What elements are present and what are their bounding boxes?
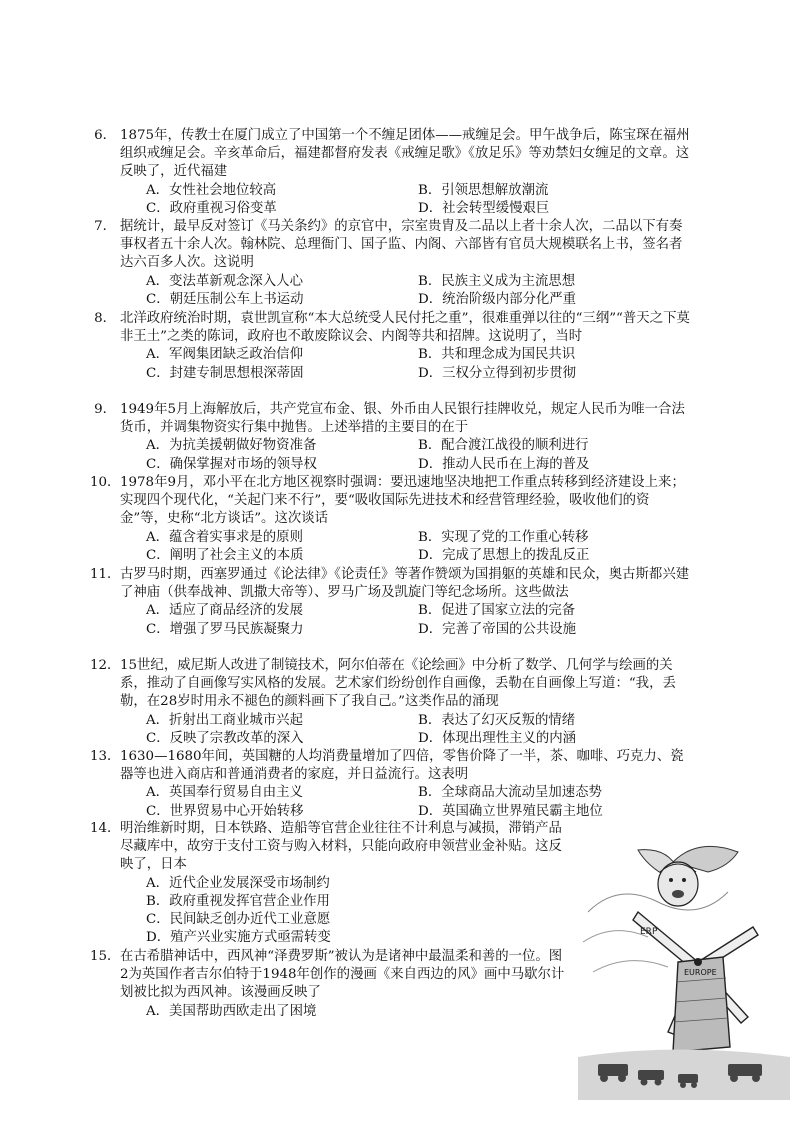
question-6 (94, 127, 690, 218)
option-b[interactable]: B．全球商品大流动呈加速态势 (418, 785, 602, 801)
option-d[interactable]: D．完善了帝国的公共设施 (418, 621, 577, 637)
option-a[interactable]: A．女性社会地位较高 (146, 182, 277, 198)
question-stem: 据统计，最早反对签订《马关条约》的京官中，宗室贵胄及二品以上者十余人次，二品以下有奏事权者五十余人次。翰林院、总理衙门、国子监、内阁、六部皆有官员大规模联名上书，签名者达六百多人次。这说明 (120, 219, 683, 271)
option-d[interactable]: D．完成了思想上的拨乱反正 (418, 547, 590, 563)
options (146, 346, 690, 382)
question-number: 13． (90, 749, 121, 764)
question-stem: 1978年9月，邓小平在北方地区视察时强调：要迅速地坚决地把工作重点转移到经济建设上来；实现四个现代化，“关起门来不行”，要“吸收国际先进技术和经营管理经验，吸收他们的资金”等，史称“北方谈话”。这次谈话 (120, 475, 685, 527)
option-d[interactable]: D．推动人民币在上海的普及 (418, 456, 590, 472)
question-10 (90, 474, 690, 565)
question-number: 11． (90, 567, 121, 582)
question-7 (94, 218, 690, 309)
sail-label: ERP (640, 927, 658, 937)
option-a[interactable]: A．军阀集团缺乏政治信仰 (146, 347, 303, 363)
question-12 (90, 657, 690, 748)
options (146, 1003, 565, 1021)
question-15 (90, 948, 565, 1021)
windmill-cartoon (578, 842, 790, 1100)
question-number: 15． (90, 949, 121, 964)
question-stem: 明治维新时期，日本铁路、造船等官营企业往往不计利息与减损，滞销产品尽藏库中，故穷于支付工资与购入材料，只能向政府申领营业金补贴。这反映了，日本 (120, 821, 562, 873)
option-b[interactable]: B．引领思想解放潮流 (418, 182, 549, 198)
option-c[interactable]: C．封建专制思想根深蒂固 (146, 365, 304, 381)
question-stem: 在古希腊神话中，西风神“泽费罗斯”被认为是诸神中最温柔和善的一位。图2为英国作者吉尔伯特于1948年创作的漫画《来自西边的风》画中马歇尔计划被比拟为西风神。该漫画反映了 (120, 949, 565, 1001)
option-c[interactable]: C．阐明了社会主义的本质 (146, 547, 304, 563)
option-b[interactable]: B．实现了党的工作重心转移 (418, 529, 589, 545)
question-stem: 北洋政府统治时期，袁世凯宣称“本大总统受人民付托之重”，很难重弹以往的“三纲”“普天之下莫非王土”之类的陈词，政府也不敢废除议会、内阁等共和招牌。这说明了，当时 (120, 311, 690, 345)
options (146, 273, 690, 309)
options (146, 784, 690, 820)
question-stem: 古罗马时期，西塞罗通过《论法律》《论责任》等著作赞颂为国捐躯的英雄和民众，奥古斯都兴建了神庙（供奉战神、凯撒大帝等）、罗马广场及凯旋门等纪念场所。这些做法 (120, 567, 690, 601)
question-number: 10． (90, 475, 121, 490)
option-c[interactable]: C．民间缺乏创办近代工业意愿 (146, 912, 331, 928)
option-a[interactable]: A．英国奉行贸易自由主义 (146, 785, 303, 801)
option-a[interactable]: A．折射出工商业城市兴起 (146, 712, 303, 728)
option-d[interactable]: D．体现出理性主义的内涵 (418, 730, 577, 746)
option-c[interactable]: C．确保掌握对市场的领导权 (146, 456, 317, 472)
question-number: 9． (94, 402, 116, 417)
option-b[interactable]: B．表达了幻灭反叛的情绪 (418, 712, 576, 728)
option-a[interactable]: A．为抗美援朝做好物资准备 (146, 438, 317, 454)
question-number: 7． (94, 219, 116, 234)
option-c[interactable]: C．世界贸易中心开始转移 (146, 803, 304, 819)
option-a[interactable]: A．近代企业发展深受市场制约 (146, 875, 330, 891)
question-11 (90, 566, 690, 639)
options (146, 529, 690, 565)
option-c[interactable]: C．朝廷压制公车上书运动 (146, 291, 304, 307)
question-stem: 15世纪，威尼斯人改进了制镜技术，阿尔伯蒂在《论绘画》中分析了数学、几何学与绘画的关系，推动了自画像写实风格的发展。艺术家们纷纷创作自画像，丢勒在自画像上写道：“我，丢勒，在28岁时用永不褪色的颜料画下了我自己。”这类作品的涌现 (120, 658, 676, 710)
option-d[interactable]: D．社会转型缓慢艰巨 (418, 200, 550, 216)
question-8 (94, 310, 690, 383)
question-stem: 1949年5月上海解放后，共产党宣布金、银、外币由人民银行挂牌收兑，规定人民币为唯一合法货币，并调集物资实行集中抛售。上述举措的主要目的在于 (120, 402, 685, 436)
option-a[interactable]: A．美国帮助西欧走出了困境 (146, 1003, 317, 1019)
options (146, 437, 690, 473)
question-9 (94, 401, 690, 474)
question-stem: 1630—1680年间，英国糖的人均消费量增加了四倍，零售价降了一半，茶、咖啡、巧克力、瓷器等也进入商店和普通消费者的家庭，并日益流行。这表明 (120, 749, 684, 783)
option-b[interactable]: B．促进了国家立法的完备 (418, 603, 576, 619)
options (146, 182, 690, 218)
question-number: 14． (90, 821, 121, 836)
option-d[interactable]: D．英国确立世界殖民霸主地位 (418, 803, 603, 819)
option-b[interactable]: B．政府重视发挥官营企业作用 (146, 893, 330, 909)
options (146, 602, 690, 638)
option-d[interactable]: D．统治阶级内部分化严重 (418, 291, 577, 307)
option-a[interactable]: A．变法革新观念深入人心 (146, 273, 303, 289)
options (146, 712, 690, 748)
windmill-cartoon-drawing (578, 842, 790, 1100)
option-c[interactable]: C．增强了罗马民族凝聚力 (146, 621, 304, 637)
option-b[interactable]: B．配合渡江战役的顺利进行 (418, 438, 589, 454)
option-a[interactable]: A．蕴含着实事求是的原则 (146, 529, 303, 545)
option-b[interactable]: B．民族主义成为主流思想 (418, 273, 576, 289)
question-stem: 1875年，传教士在厦门成立了中国第一个不缠足团体——戒缠足会。甲午战争后，陈宝琛在福州组织戒缠足会。辛亥革命后，福建都督府发表《戒缠足歌》《放足乐》等劝禁妇女缠足的文章。这反映了，近代福建 (120, 128, 690, 180)
mill-label: EUROPE (684, 968, 717, 977)
question-number: 12． (90, 658, 121, 673)
option-d[interactable]: D．三权分立得到初步贯彻 (418, 365, 577, 381)
option-d[interactable]: D．殖产兴业实施方式亟需转变 (146, 930, 331, 946)
question-number: 6． (94, 128, 116, 143)
option-c[interactable]: C．政府重视习俗变革 (146, 200, 277, 216)
option-a[interactable]: A．适应了商品经济的发展 (146, 603, 303, 619)
option-c[interactable]: C．反映了宗教改革的深入 (146, 730, 304, 746)
question-13 (90, 748, 690, 821)
windmill-tower (673, 957, 730, 1052)
option-b[interactable]: B．共和理念成为国民共识 (418, 347, 576, 363)
question-number: 8． (94, 311, 116, 326)
